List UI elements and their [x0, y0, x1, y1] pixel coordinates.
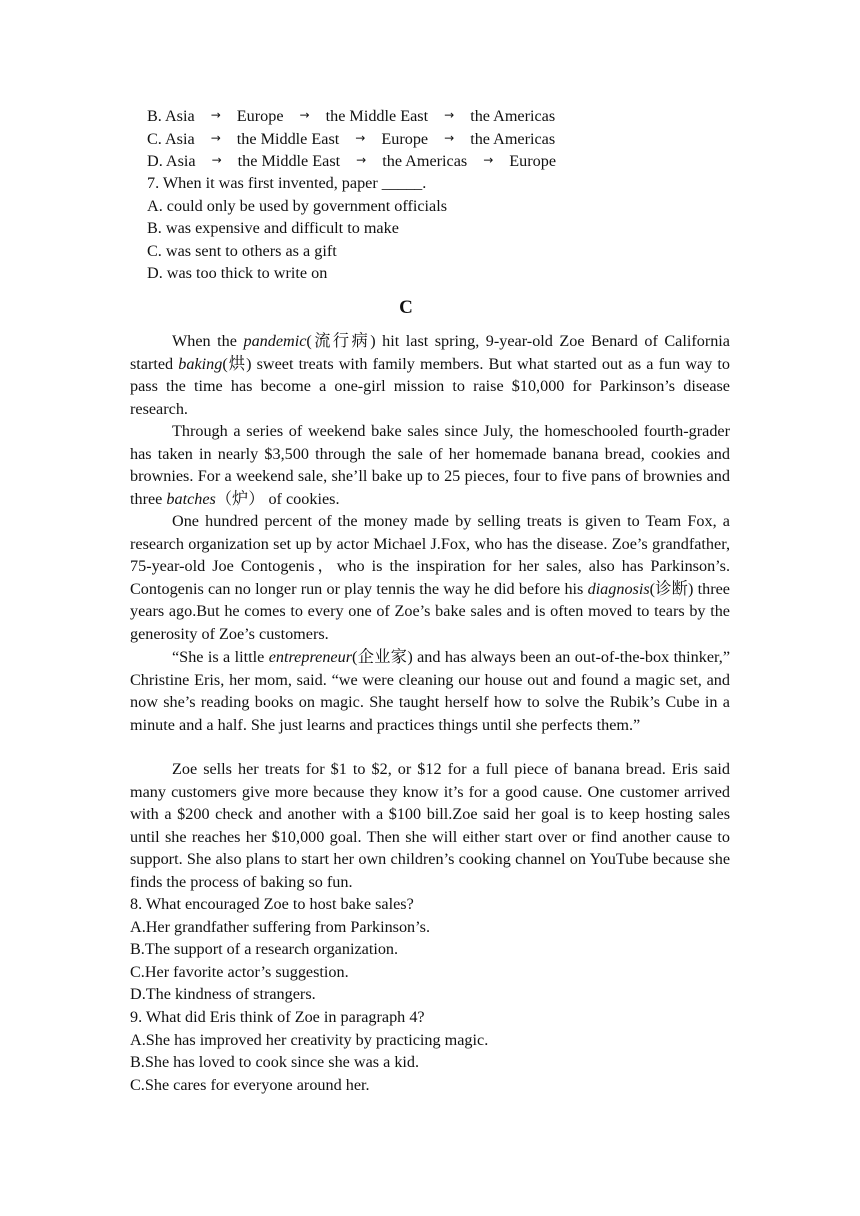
text-run: Zoe sells her treats for $1 to $2, or $12 for a full piece of banana bread. Eris said many customers give more because they know it’s for a good cause. One customer arrived with a $200 check and another with a $100 bill.Zoe said her goal is to keep hosting sales until she reaches her $10,000 goal. Then she will either start over or find another cause to support. She also plans to start her own children’s cooking channel on YouTube because she finds the process of baking so fun.: [130, 760, 730, 891]
text-run: One hundred percent of the money made by selling treats is given to Team Fox, a research organization set up by actor Michael J.Fox, who has the disease. Zoe’s grandfather, 75-year-old Joe Contogenis，who is the inspiration for her sales, also has Parkinson’s. Contogenis can no longer run or play tennis the way he did before his: [130, 512, 730, 598]
text-run: (诊断) three years ago.But he comes to every one of Zoe’s bake sales and is often moved to tears by the generosity of Zoe’s customers.: [130, 579, 730, 643]
q8-option-b: B.The support of a research organization.: [130, 940, 399, 958]
italic-term: pandemic: [243, 332, 307, 350]
q9-option-c: C.She cares for everyone around her.: [130, 1076, 370, 1094]
section-heading: C: [399, 297, 413, 318]
passage-paragraph-4: [130, 646, 730, 736]
q6-option-c-step: the Middle East: [236, 130, 340, 148]
q6-option-b-label: B. Asia: [147, 107, 195, 125]
q6-option-b-step: the Middle East: [325, 107, 429, 125]
arrow-icon: →: [299, 108, 310, 122]
q7-option-a: A. could only be used by government officials: [147, 197, 448, 215]
italic-term: batches: [166, 489, 216, 508]
text-run: (企业家) and has always been an out-of-the-box thinker,” Christine Eris, her mom, said. “we were cleaning our house out and found a magic set, and now she’s reading books on magic. She taught herself how to solve the Rubik’s Cube in a minute and a half. She just learns and practices things until she perfects them.”: [130, 648, 730, 734]
q6-option-b-step: the Americas: [470, 107, 556, 125]
arrow-icon: →: [210, 131, 221, 145]
q8-stem: 8. What encouraged Zoe to host bake sales?: [130, 895, 414, 913]
q6-option-b: [147, 105, 555, 128]
italic-term: baking: [178, 354, 223, 373]
arrow-icon: →: [355, 131, 366, 145]
q8-option-a: A.Her grandfather suffering from Parkinson’s.: [130, 918, 430, 936]
passage-paragraph-5: [130, 758, 730, 894]
q7-option-b: B. was expensive and difficult to make: [147, 219, 399, 237]
arrow-icon: →: [483, 153, 494, 167]
q6-option-c-label: C. Asia: [147, 130, 195, 148]
q8-option-d: D.The kindness of strangers.: [130, 985, 316, 1003]
q9-stem: 9. What did Eris think of Zoe in paragraph 4?: [130, 1008, 425, 1026]
passage-paragraph-2: [130, 420, 730, 510]
text-run: (流行病) hit last spring, 9-year-old Zoe Benard of California started: [130, 332, 730, 373]
arrow-icon: →: [356, 153, 367, 167]
q7-option-c: C. was sent to others as a gift: [147, 242, 337, 260]
q9-option-b: B.She has loved to cook since she was a kid.: [130, 1053, 420, 1071]
q6-option-c-step: Europe: [381, 130, 429, 148]
passage-paragraph-3: [130, 510, 730, 646]
q6-option-c-step: the Americas: [470, 130, 556, 148]
text-run: (烘) sweet treats with family members. But what started out as a fun way to pass the time has become a one-girl mission to raise $10,000 for Parkinson’s disease research.: [130, 354, 730, 418]
arrow-icon: →: [444, 108, 455, 122]
text-run: When the: [172, 332, 244, 350]
text-run: Through a series of weekend bake sales since July, the homeschooled fourth-grader has taken in nearly $3,500 through the sale of her homemade banana bread, cookies and brownies. For a weekend sale, she’ll bake up to 25 pieces, four to five pans of brownies and three: [130, 422, 730, 508]
q7-stem: 7. When it was first invented, paper _____.: [147, 174, 427, 192]
q8-option-c: C.Her favorite actor’s suggestion.: [130, 963, 349, 981]
q6-option-b-step: Europe: [236, 107, 284, 125]
q6-option-d-step: the Americas: [382, 152, 468, 170]
text-run: “She is a little: [172, 648, 269, 666]
q9-option-a: A.She has improved her creativity by practicing magic.: [130, 1031, 489, 1049]
q6-option-d-step: the Middle East: [237, 152, 341, 170]
text-run: （炉） of cookies.: [215, 489, 340, 508]
italic-term: entrepreneur: [268, 648, 352, 666]
arrow-icon: →: [210, 108, 221, 122]
q6-option-d-step: Europe: [509, 152, 557, 170]
q7-option-d: D. was too thick to write on: [147, 264, 328, 282]
q6-option-d-label: D. Asia: [147, 152, 196, 170]
arrow-icon: →: [444, 131, 455, 145]
q6-option-d: [147, 150, 556, 173]
passage-paragraph-1: [130, 330, 730, 420]
q6-option-c: [147, 128, 555, 151]
italic-term: diagnosis: [587, 579, 650, 598]
arrow-icon: →: [211, 153, 222, 167]
